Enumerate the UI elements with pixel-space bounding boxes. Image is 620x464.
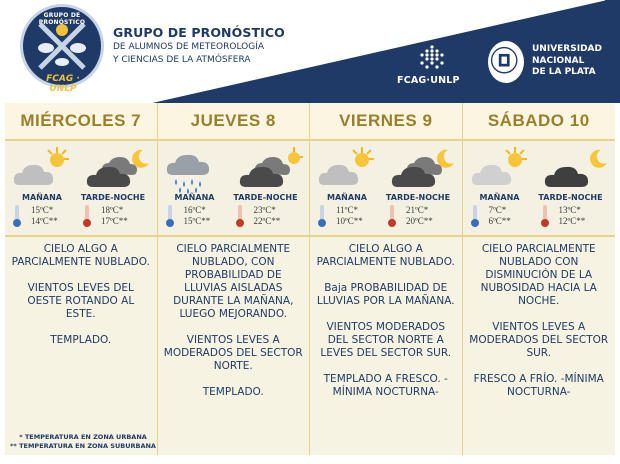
pm-suburban-temp: 22ºC** (253, 216, 281, 226)
day-column (310, 103, 463, 455)
unlp-line2: NACIONAL (532, 55, 585, 66)
cold-thermometer-icon (320, 205, 324, 225)
cold-thermometer-icon (473, 205, 477, 225)
unlp-line3: DE LA PLATA (532, 67, 596, 77)
cloudy-night-icon (543, 145, 611, 191)
forecast-paragraph: TEMPLADO. (50, 334, 112, 346)
header-subtitle (113, 41, 313, 67)
pm-suburban-temp: 20ºC** (406, 216, 433, 226)
unlp-line1: UNIVERSIDAD (532, 44, 602, 54)
forecast-grid (5, 103, 615, 455)
temperature-footnote (10, 433, 156, 451)
day-title: JUEVES 8 (158, 103, 310, 141)
day-column (5, 103, 158, 455)
weather-box (5, 141, 157, 237)
day-column (463, 103, 616, 455)
footnote-suburban: ** TEMPERATURA EN ZONA SUBURBANA (10, 442, 156, 450)
weather-box (158, 141, 310, 237)
forecast-paragraph: VIENTOS LEVES A MODERADOS DEL SECTOR NORTE. (163, 334, 303, 372)
am-urban-temp: 7ºC* (488, 205, 507, 215)
pm-suburban-temp: 17ºC** (101, 216, 128, 226)
fcag-label: FCAG·UNLP (397, 75, 460, 86)
logo-top-text: GRUPO DE PRONÓSTICO (38, 12, 86, 26)
warm-thermometer-icon (543, 205, 547, 225)
pm-temperature (79, 205, 149, 225)
forecast-paragraph: CIELO ALGO A PARCIALMENTE NUBLADO. (316, 243, 455, 268)
am-temperature (467, 205, 537, 225)
logo-bottom-text: FCAG · UNLP (46, 74, 80, 94)
forecast-text (158, 243, 310, 412)
pm-temperature (232, 205, 302, 225)
pm-temperature (384, 205, 454, 225)
forecast-text (5, 243, 157, 360)
am-suburban-temp: 6ºC** (488, 216, 511, 226)
forecast-paragraph: CIELO PARCIALMENTE NUBLADO CON DISMINUCIÓN DE LA NUBOSIDAD HACIA LA NOCHE. (480, 243, 597, 307)
pm-label: TARDE-NOCHE (385, 193, 451, 202)
warm-thermometer-icon (85, 205, 89, 225)
am-temperature (314, 205, 384, 225)
cold-thermometer-icon (168, 205, 172, 225)
am-label: MAÑANA (174, 193, 215, 202)
pm-urban-temp: 21ºC* (406, 205, 429, 215)
forecast-paragraph: VIENTOS LEVES DEL OESTE ROTANDO AL ESTE. (27, 282, 135, 320)
am-suburban-temp: 14ºC** (31, 216, 58, 226)
header (0, 0, 620, 103)
cloudy-night-icon (85, 145, 153, 191)
forecast-paragraph: CIELO PARCIALMENTE NUBLADO, CON PROBABILIDAD DE LLUVIAS AISLADAS DURANTE LA MAÑANA, LUEGO MEJORANDO. (173, 243, 294, 320)
am-label: MAÑANA (22, 193, 62, 202)
header-subtitle-line2: Y CIENCIAS DE LA ATMÓSFERA (113, 55, 251, 65)
am-label: MAÑANA (327, 193, 367, 202)
forecast-text (310, 243, 462, 412)
weather-box (463, 141, 616, 237)
forecast-paragraph: TEMPLADO A FRESCO. -MÍNIMA NOCTURNA- (323, 373, 448, 398)
day-column (158, 103, 311, 455)
pm-urban-temp: 18ºC* (101, 205, 124, 215)
header-subtitle-line1: DE ALUMNOS DE METEOROLOGÍA (113, 42, 265, 52)
am-suburban-temp: 10ºC** (336, 216, 363, 226)
unlp-label (532, 44, 602, 79)
am-temperature (162, 205, 232, 225)
header-title: GRUPO DE PRONÓSTICO (113, 25, 285, 40)
pm-label: TARDE-NOCHE (233, 193, 298, 202)
day-title: MIÉRCOLES 7 (5, 103, 157, 141)
pm-temperature (537, 205, 607, 225)
forecast-paragraph: TEMPLADO. (202, 386, 264, 398)
footnote-urban: * TEMPERATURA EN ZONA URBANA (19, 433, 147, 441)
pm-urban-temp: 23ºC* (253, 205, 276, 215)
am-urban-temp: 15ºC* (31, 205, 54, 215)
am-urban-temp: 16ºC* (183, 205, 206, 215)
day-title: SÁBADO 10 (463, 103, 616, 141)
forecast-paragraph: CIELO ALGO A PARCIALMENTE NUBLADO. (11, 243, 150, 268)
pm-label: TARDE-NOCHE (538, 193, 603, 202)
forecast-paragraph: Baja PROBABILIDAD DE LLUVIAS POR LA MAÑANA. (316, 282, 455, 307)
cloudy-night-icon (390, 145, 458, 191)
am-temperature (9, 205, 79, 225)
partly-cloudy-day-icon (11, 145, 73, 191)
rain-icon (164, 145, 226, 195)
warm-thermometer-icon (390, 205, 394, 225)
weather-box (310, 141, 462, 237)
am-urban-temp: 11ºC* (336, 205, 358, 215)
forecast-text (463, 243, 616, 412)
forecast-paragraph: FRESCO A FRÍO. -MÍNIMA NOCTURNA- (473, 373, 604, 398)
pm-label: TARDE-NOCHE (80, 193, 146, 202)
cloudy-day-icon (238, 145, 306, 191)
warm-thermometer-icon (238, 205, 242, 225)
forecast-paragraph: VIENTOS MODERADOS DEL SECTOR NORTE A LEVES DEL SECTOR SUR. (320, 321, 452, 359)
am-suburban-temp: 15ºC** (183, 216, 211, 226)
unlp-seal-icon (486, 39, 526, 85)
fcag-logo-icon (413, 44, 451, 72)
pm-suburban-temp: 12ºC** (558, 216, 586, 226)
am-label: MAÑANA (479, 193, 520, 202)
pm-urban-temp: 13ºC* (558, 205, 581, 215)
partly-cloudy-day-icon (469, 145, 531, 191)
forecast-paragraph: VIENTOS LEVES A MODERADOS DEL SECTOR SUR. (469, 321, 609, 359)
cold-thermometer-icon (15, 205, 19, 225)
day-title: VIERNES 9 (310, 103, 462, 141)
partly-cloudy-day-icon (316, 145, 378, 191)
